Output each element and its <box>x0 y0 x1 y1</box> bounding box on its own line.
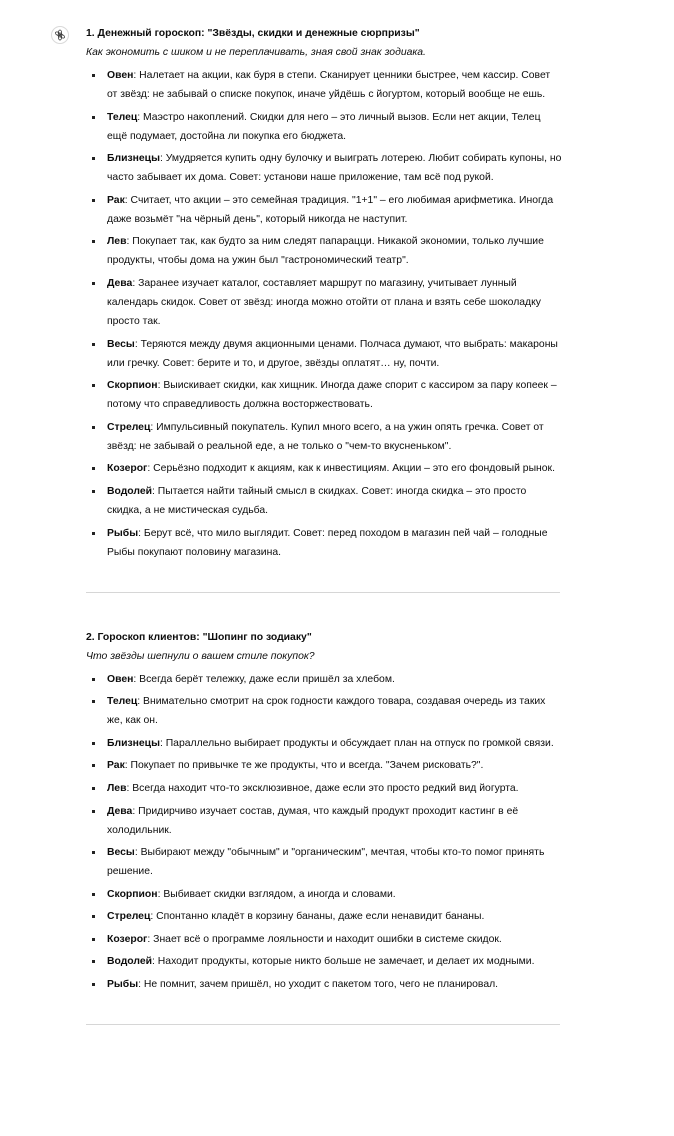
sign-name: Козерог <box>107 463 148 475</box>
sign-name: Лев <box>107 782 127 794</box>
sign-description: : Выбирают между "обычным" и "органическим", мечтая, чтобы кто-то помог принять решение. <box>107 847 545 878</box>
sign-description: : Параллельно выбирает продукты и обсуждает план на отпуск по громкой связи. <box>159 737 554 749</box>
sign-name: Скорпион <box>107 380 158 392</box>
sign-description: : Покупает по привычке те же продукты, что и всегда. "Зачем рисковать?". <box>124 760 484 772</box>
sign-name: Телец <box>107 111 138 123</box>
sign-description: : Импульсивный покупатель. Купил много всего, а на ужин опять гречка. Совет от звёзд: не забывай о реальной еде, а не только о "чем-то вкусненьком". <box>107 421 544 452</box>
sign-name: Рыбы <box>107 527 139 539</box>
openai-logo-icon <box>51 26 69 44</box>
list-item <box>86 191 562 229</box>
sign-description: : Заранее изучает каталог, составляет маршрут по магазину, учитывает лунный календарь скидок. Совет от звёзд: иногда можно отойти от плана и взять себе шоколадку просто так. <box>107 277 541 327</box>
sign-name: Лев <box>107 236 127 248</box>
list-item <box>86 459 562 478</box>
sign-name: Водолей <box>107 485 153 497</box>
sign-name: Овен <box>107 70 134 81</box>
list-item <box>86 335 562 373</box>
sign-name: Овен <box>107 673 134 685</box>
assistant-message <box>86 25 562 1061</box>
sign-name: Дева <box>107 277 133 289</box>
sign-name: Весы <box>107 847 135 859</box>
list-item <box>86 232 562 270</box>
list-item <box>86 885 562 904</box>
sign-name: Скорпион <box>107 888 158 900</box>
list-item <box>86 802 562 840</box>
sign-name: Стрелец <box>107 911 151 923</box>
sign-name: Водолей <box>107 956 153 968</box>
section-title: 1. Денежный гороскоп: "Звёзды, скидки и денежные сюрпризы" <box>86 28 420 39</box>
list-item <box>86 843 562 881</box>
horoscope-section <box>86 629 562 1026</box>
sign-name: Близнецы <box>107 737 160 749</box>
sign-name: Рак <box>107 760 125 772</box>
list-item <box>86 482 562 520</box>
sign-description: : Умудряется купить одну булочку и выиграть лотерею. Любит собирать купоны, но часто забывает их дома. Совет: установи наше приложение, там всё под рукой. <box>107 153 562 184</box>
sign-name: Рак <box>107 194 125 206</box>
list-item <box>86 66 562 104</box>
list-item <box>86 418 562 456</box>
sign-description: : Выбивает скидки взглядом, а иногда и словами. <box>157 888 396 900</box>
sign-description: : Берут всё, что мило выглядит. Совет: перед походом в магазин пей чай – голодные Рыбы покупают половину магазина. <box>107 527 548 558</box>
list-item <box>86 149 562 187</box>
sign-description: : Серьёзно подходит к акциям, как к инвестициям. Акции – это его фондовый рынок. <box>147 463 555 475</box>
sign-description: : Не помнит, зачем пришёл, но уходит с пакетом того, чего не планировал. <box>138 979 499 991</box>
list-item <box>86 779 562 798</box>
divider <box>86 1024 560 1025</box>
list-item <box>86 907 562 926</box>
sign-name: Рыбы <box>107 979 139 991</box>
sign-description: : Знает всё о программе лояльности и находит ошибки в системе скидок. <box>147 933 502 945</box>
list-item <box>86 952 562 971</box>
sign-description: : Находит продукты, которые никто больше не замечает, и делает их модными. <box>152 956 535 968</box>
list-item <box>86 670 562 689</box>
section-title: 2. Гороскоп клиентов: "Шопинг по зодиаку" <box>86 631 312 643</box>
sign-description: : Внимательно смотрит на срок годности каждого товара, создавая очередь из таких же, как он. <box>107 696 546 727</box>
list-item <box>86 108 562 146</box>
sign-list <box>86 66 562 562</box>
sign-description: : Придирчиво изучает состав, думая, что каждый продукт проходит кастинг в её холодильник. <box>107 805 519 836</box>
sign-description: : Маэстро накоплений. Скидки для него – это личный вызов. Если нет акции, Телец ещё подумает, достойна ли покупка его бюджета. <box>107 111 541 142</box>
sign-name: Телец <box>107 696 138 708</box>
sign-list <box>86 670 562 995</box>
sign-description: : Всегда берёт тележку, даже если пришёл за хлебом. <box>133 673 395 685</box>
list-item <box>86 975 562 994</box>
section-subtitle: Как экономить с шиком и не переплачивать, зная свой знак зодиака. <box>86 47 426 58</box>
sign-description: : Покупает так, как будто за ним следят папарацци. Никакой экономии, только лучшие продукты, чтобы дома на ужин был "гастрономический театр". <box>107 236 544 267</box>
divider <box>86 592 560 593</box>
horoscope-section <box>86 25 562 593</box>
list-item <box>86 734 562 753</box>
list-item <box>86 692 562 730</box>
list-item <box>86 756 562 775</box>
sign-name: Близнецы <box>107 153 160 165</box>
list-item <box>86 930 562 949</box>
sign-name: Козерог <box>107 933 148 945</box>
list-item <box>86 524 562 562</box>
sign-description: : Выискивает скидки, как хищник. Иногда даже спорит с кассиром за пару копеек – потому что справедливость должна восторжествовать. <box>107 380 557 411</box>
section-subtitle: Что звёзды шепнули о вашем стиле покупок? <box>86 650 315 662</box>
sign-name: Весы <box>107 338 135 350</box>
sign-description: : Теряются между двумя акционными ценами. Полчаса думают, что выбрать: макароны или гречку. Совет: берите и то, и другое, звёзды оплатят… ну, почти. <box>107 338 558 369</box>
list-item <box>86 274 562 331</box>
sign-description: : Налетает на акции, как буря в степи. Сканирует ценники быстрее, чем кассир. Совет от звёзд: не забывай о списке покупок, иначе уйдёшь с йогуртом, который вообще не ешь. <box>107 70 551 100</box>
sign-description: : Всегда находит что-то эксклюзивное, даже если это просто редкий вид йогурта. <box>126 782 519 794</box>
sign-name: Дева <box>107 805 133 817</box>
sign-description: : Считает, что акции – это семейная традиция. "1+1" – его любимая арифметика. Иногда даже возьмёт "на чёрный день", который никогда не наступит. <box>107 194 554 225</box>
sign-description: : Спонтанно кладёт в корзину бананы, даже если ненавидит бананы. <box>150 911 485 923</box>
list-item <box>86 376 562 414</box>
sign-name: Стрелец <box>107 421 151 433</box>
sign-description: : Пытается найти тайный смысл в скидках. Совет: иногда скидка – это просто скидка, а не мистическая судьба. <box>107 485 527 516</box>
